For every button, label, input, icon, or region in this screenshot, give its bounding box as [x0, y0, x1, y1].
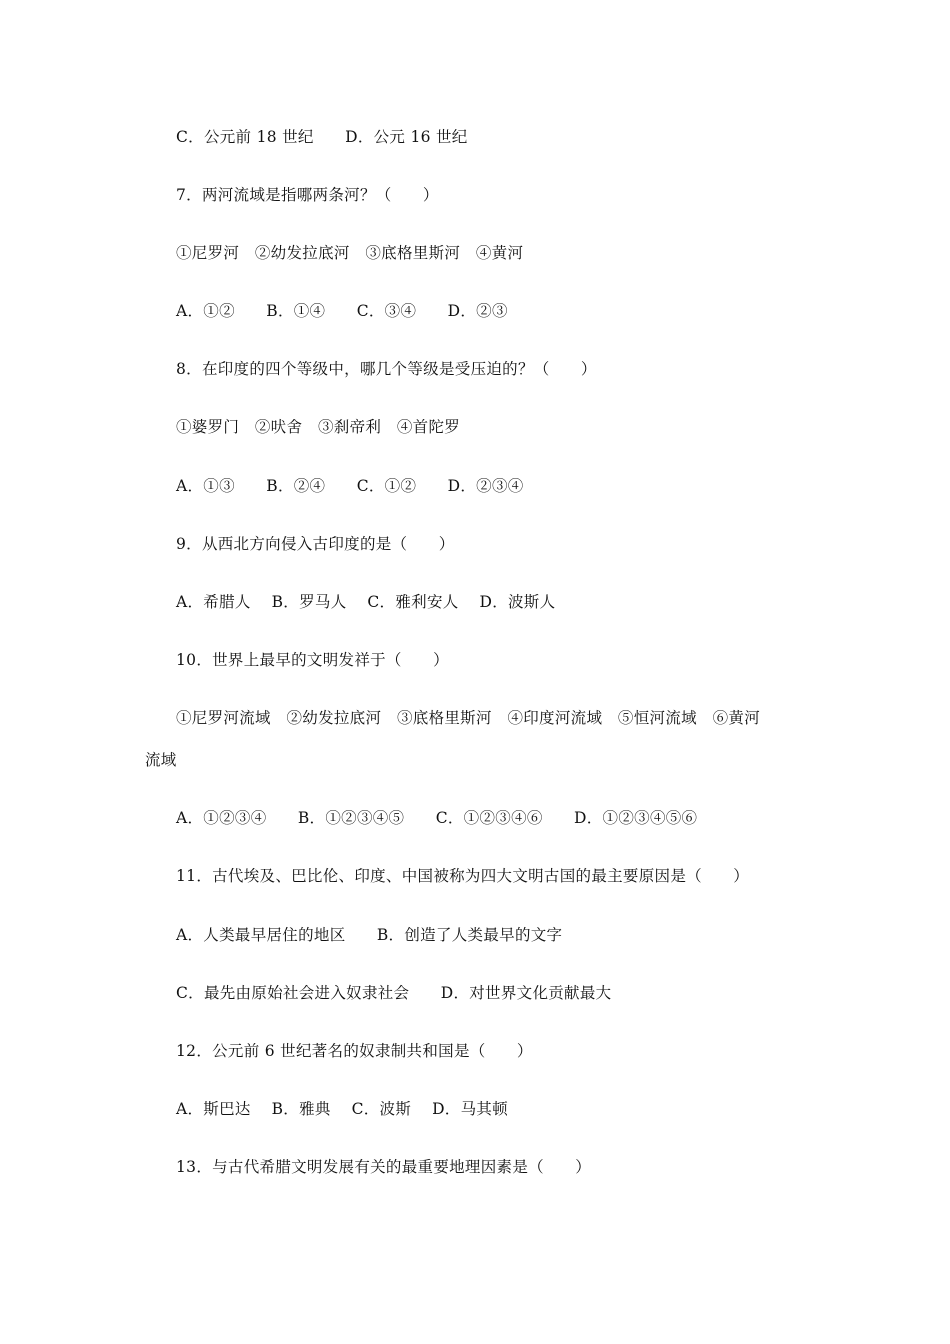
q7-options: A．①② B．①④ C．③④ D．②③	[176, 302, 508, 320]
q8-options: A．①③ B．②④ C．①② D．②③④	[176, 477, 524, 495]
q10-items-continued: 流域	[145, 751, 177, 769]
q6-options-cd: C．公元前 18 世纪 D．公元 16 世纪	[176, 128, 468, 146]
q7-items: ①尼罗河 ②幼发拉底河 ③底格里斯河 ④黄河	[176, 244, 524, 262]
q9-question: 9．从西北方向侵入古印度的是（ ）	[176, 535, 455, 553]
q11-options-ab: A．人类最早居住的地区 B．创造了人类最早的文字	[176, 926, 563, 944]
q7-question: 7．两河流域是指哪两条河？（ ）	[176, 186, 439, 204]
q8-items: ①婆罗门 ②吠舍 ③刹帝利 ④首陀罗	[176, 418, 461, 436]
q9-options: A．希腊人 B．罗马人 C．雅利安人 D．波斯人	[176, 593, 556, 611]
q10-question: 10．世界上最早的文明发祥于（ ）	[176, 651, 449, 669]
q11-question: 11．古代埃及、巴比伦、印度、中国被称为四大文明古国的最主要原因是（ ）	[176, 867, 750, 885]
q10-options: A．①②③④ B．①②③④⑤ C．①②③④⑥ D．①②③④⑤⑥	[176, 809, 698, 827]
q12-options: A．斯巴达 B．雅典 C．波斯 D．马其顿	[176, 1100, 508, 1118]
q12-question: 12．公元前 6 世纪著名的奴隶制共和国是（ ）	[176, 1042, 533, 1060]
q11-options-cd: C．最先由原始社会进入奴隶社会 D．对世界文化贡献最大	[176, 984, 612, 1002]
q8-question: 8．在印度的四个等级中，哪几个等级是受压迫的？（ ）	[176, 360, 597, 378]
q10-items: ①尼罗河流域 ②幼发拉底河 ③底格里斯河 ④印度河流域 ⑤恒河流域 ⑥黄河	[176, 709, 761, 727]
q13-question: 13．与古代希腊文明发展有关的最重要地理因素是（ ）	[176, 1158, 592, 1176]
